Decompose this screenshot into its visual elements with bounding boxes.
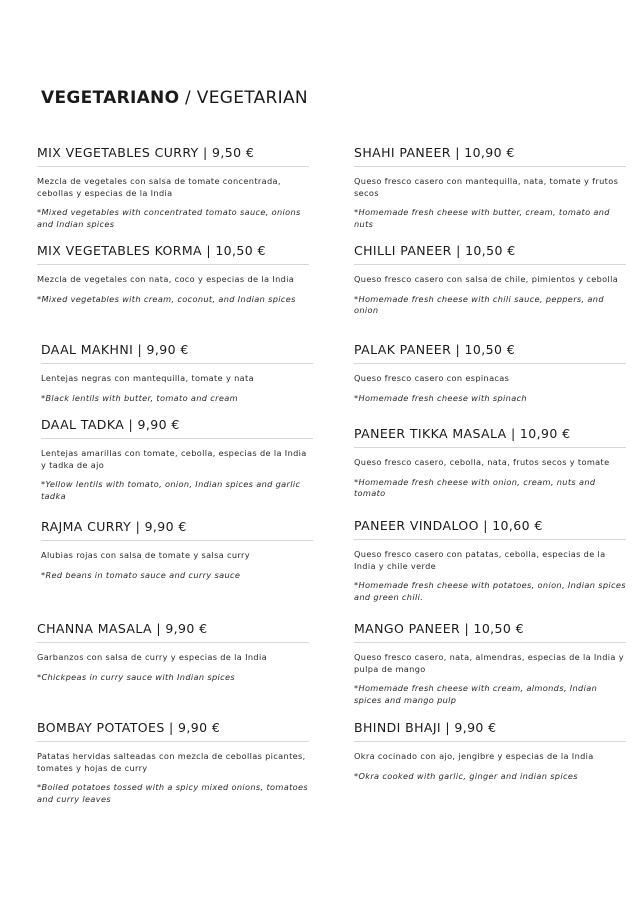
dish-description-spanish: Lentejas amarillas con tomate, cebolla, especias de la India y tadka de ajo (41, 448, 307, 470)
menu-item (354, 243, 626, 317)
dish-description-english: *Homemade fresh cheese with spinach (354, 392, 527, 403)
dish-title: RAJMA CURRY | 9,90 € (41, 519, 313, 541)
dish-title: PANEER TIKKA MASALA | 10,90 € (354, 426, 626, 448)
dish-title: PALAK PANEER | 10,50 € (354, 342, 626, 364)
dish-description-english: *Homemade fresh cheese with cream, almonds, Indian spices and mango pulp (354, 683, 598, 705)
menu-item (354, 720, 626, 782)
dish-description-english: *Chickpeas in curry sauce with Indian spices (37, 671, 235, 682)
dish-description-english: *Black lentils with butter, tomato and cream (41, 392, 238, 403)
dish-description-spanish: Queso fresco casero con salsa de chile, pimientos y cebolla (354, 274, 619, 284)
dish-title: PANEER VINDALOO | 10,60 € (354, 518, 626, 540)
menu-item (37, 720, 309, 805)
dish-description-english: *Homemade fresh cheese with butter, cream, tomato and nuts (354, 207, 610, 229)
dish-description-spanish: Queso fresco casero, cebolla, nata, frutos secos y tomate (354, 457, 610, 467)
menu-item (41, 417, 313, 502)
menu-item (41, 519, 313, 581)
dish-title: DAAL MAKHNI | 9,90 € (41, 342, 313, 364)
dish-description-spanish: Mezcla de vegetales con salsa de tomate concentrada, cebollas y especias de la India (37, 176, 281, 198)
dish-description-spanish: Queso fresco casero, nata, almendras, especias de la India y pulpa de mango (354, 652, 624, 674)
dish-description-spanish: Lentejas negras con mantequilla, tomate y nata (41, 373, 254, 383)
dish-description-english: *Red beans in tomato sauce and curry sauce (41, 569, 241, 580)
menu-item (41, 342, 313, 404)
dish-description-english: *Homemade fresh cheese with chili sauce, peppers, and onion (354, 293, 604, 315)
menu-item (354, 342, 626, 404)
dish-description-english: *Homemade fresh cheese with potatoes, onion, Indian spices and green chili. (354, 580, 626, 602)
section-heading-english: / VEGETARIAN (179, 88, 308, 108)
dish-description-spanish: Alubias rojas con salsa de tomate y salsa curry (41, 550, 250, 560)
section-heading-spanish: VEGETARIANO (41, 88, 180, 108)
dish-title: BOMBAY POTATOES | 9,90 € (37, 720, 309, 742)
dish-description-english: *Mixed vegetables with concentrated tomato sauce, onions and Indian spices (37, 207, 301, 229)
dish-description-english: *Boiled potatoes tossed with a spicy mixed onions, tomatoes and curry leaves (37, 782, 308, 804)
menu-item (37, 145, 309, 230)
dish-title: SHAHI PANEER | 10,90 € (354, 145, 626, 167)
menu-item (354, 426, 626, 500)
dish-description-spanish: Queso fresco casero con patatas, cebolla, especias de la India y chile verde (354, 549, 606, 571)
dish-description-spanish: Garbanzos con salsa de curry y especias de la India (37, 652, 267, 662)
dish-description-english: *Mixed vegetables with cream, coconut, and Indian spices (37, 293, 296, 304)
dish-description-spanish: Queso fresco casero con mantequilla, nata, tomate y frutos secos (354, 176, 619, 198)
dish-title: CHANNA MASALA | 9,90 € (37, 621, 309, 643)
dish-title: MANGO PANEER | 10,50 € (354, 621, 626, 643)
section-heading (41, 88, 308, 108)
dish-title: MIX VEGETABLES CURRY | 9,50 € (37, 145, 309, 167)
dish-description-spanish: Mezcla de vegetales con nata, coco y especias de la India (37, 274, 295, 284)
dish-description-spanish: Okra cocinado con ajo, jengibre y especias de la India (354, 751, 594, 761)
dish-title: BHINDI BHAJI | 9,90 € (354, 720, 626, 742)
dish-description-english: *Yellow lentils with tomato, onion, Indian spices and garlic tadka (41, 479, 301, 501)
dish-description-spanish: Queso fresco casero con espinacas (354, 373, 510, 383)
menu-item (354, 145, 626, 230)
dish-description-spanish: Patatas hervidas salteadas con mezcla de cebollas picantes, tomates y hojas de curry (37, 751, 306, 773)
dish-description-english: *Okra cooked with garlic, ginger and indian spices (354, 770, 578, 781)
menu-item (354, 621, 626, 706)
dish-title: MIX VEGETABLES KORMA | 10,50 € (37, 243, 309, 265)
dish-title: CHILLI PANEER | 10,50 € (354, 243, 626, 265)
menu-item (354, 518, 626, 603)
dish-description-english: *Homemade fresh cheese with onion, cream, nuts and tomato (354, 476, 596, 498)
menu-item (37, 243, 309, 305)
dish-title: DAAL TADKA | 9,90 € (41, 417, 313, 439)
menu-item (37, 621, 309, 683)
